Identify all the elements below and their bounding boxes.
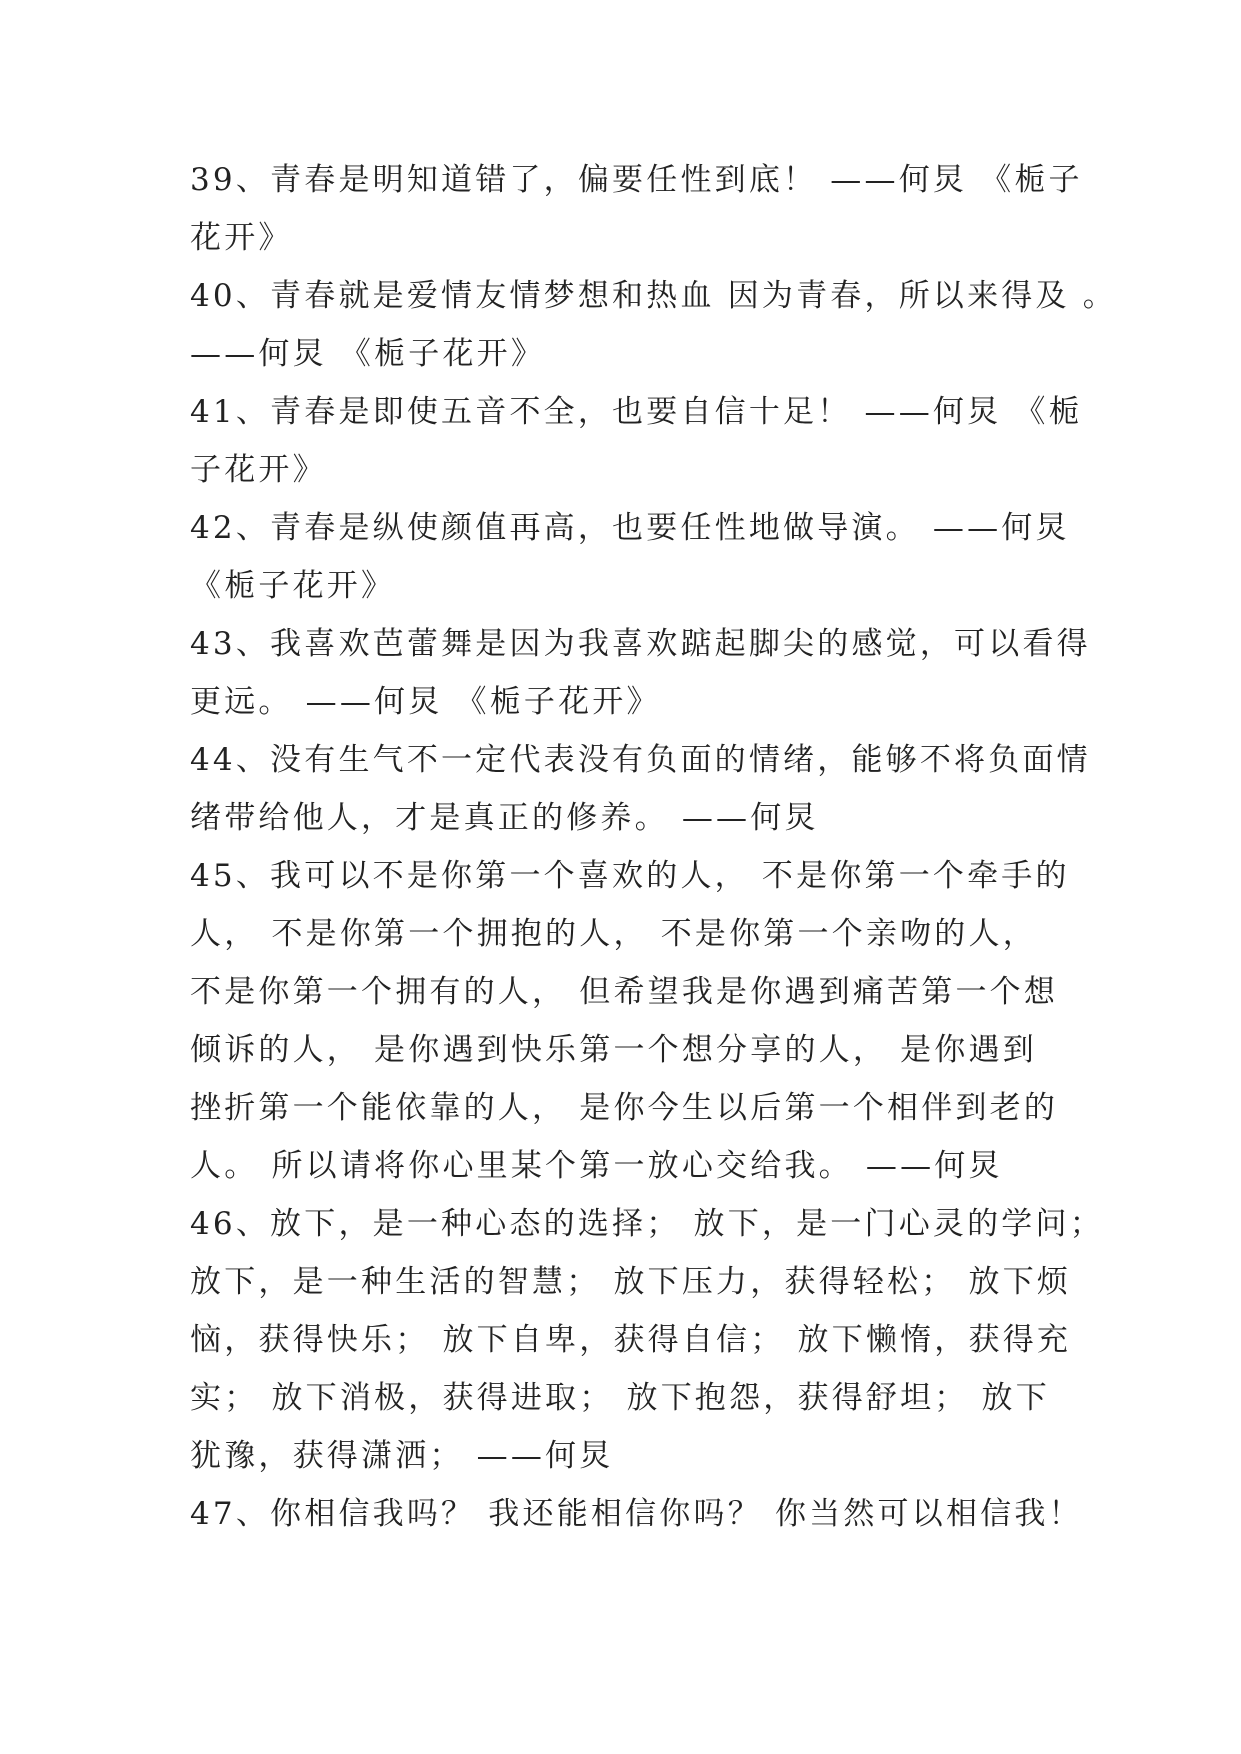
text-line: 放下，是一种生活的智慧； 放下压力，获得轻松； 放下烦: [190, 1264, 1072, 1300]
text-line: 犹豫，获得潇洒； ——何炅: [190, 1438, 614, 1474]
text-line: 43、我喜欢芭蕾舞是因为我喜欢踮起脚尖的感觉，可以看得: [190, 626, 1091, 662]
text-line: 人。 所以请将你心里某个第一放心交给我。 ——何炅: [190, 1148, 1003, 1184]
text-line: 人， 不是你第一个拥抱的人， 不是你第一个亲吻的人，: [190, 916, 1037, 952]
text-line: 39、青春是明知道错了，偏要任性到底！ ——何炅 《栀子: [190, 162, 1083, 198]
text-line: 42、青春是纵使颜值再高，也要任性地做导演。 ——何炅: [190, 510, 1070, 546]
text-line: 挫折第一个能依靠的人， 是你今生以后第一个相伴到老的: [190, 1090, 1059, 1126]
text-line: 47、你相信我吗？ 我还能相信你吗？ 你当然可以相信我！: [190, 1496, 1083, 1532]
text-line: 恼，获得快乐； 放下自卑，获得自信； 放下懒惰，获得充: [190, 1322, 1072, 1358]
text-line: 46、放下，是一种心态的选择； 放下，是一门心灵的学问；: [190, 1206, 1104, 1242]
text-line: 花开》: [190, 220, 293, 256]
text-line: 子花开》: [190, 452, 327, 488]
text-line: 不是你第一个拥有的人， 但希望我是你遇到痛苦第一个想: [190, 974, 1059, 1010]
text-line: 绪带给他人，才是真正的修养。 ——何炅: [190, 800, 819, 836]
text-line: 实； 放下消极，获得进取； 放下抱怨，获得舒坦； 放下: [190, 1380, 1050, 1416]
text-line: 40、青春就是爱情友情梦想和热血 因为青春，所以来得及 。: [190, 278, 1117, 314]
text-line: 45、我可以不是你第一个喜欢的人， 不是你第一个牵手的: [190, 858, 1070, 894]
text-line: 《栀子花开》: [190, 568, 396, 604]
text-line: ——何炅 《栀子花开》: [190, 336, 546, 372]
text-line: 44、没有生气不一定代表没有负面的情绪，能够不将负面情: [190, 742, 1091, 778]
text-line: 倾诉的人， 是你遇到快乐第一个想分享的人， 是你遇到: [190, 1032, 1037, 1068]
text-line: 41、青春是即使五音不全，也要自信十足！ ——何炅 《栀: [190, 394, 1083, 430]
document-page: [190, 151, 1117, 1543]
text-line: 更远。 ——何炅 《栀子花开》: [190, 684, 661, 720]
